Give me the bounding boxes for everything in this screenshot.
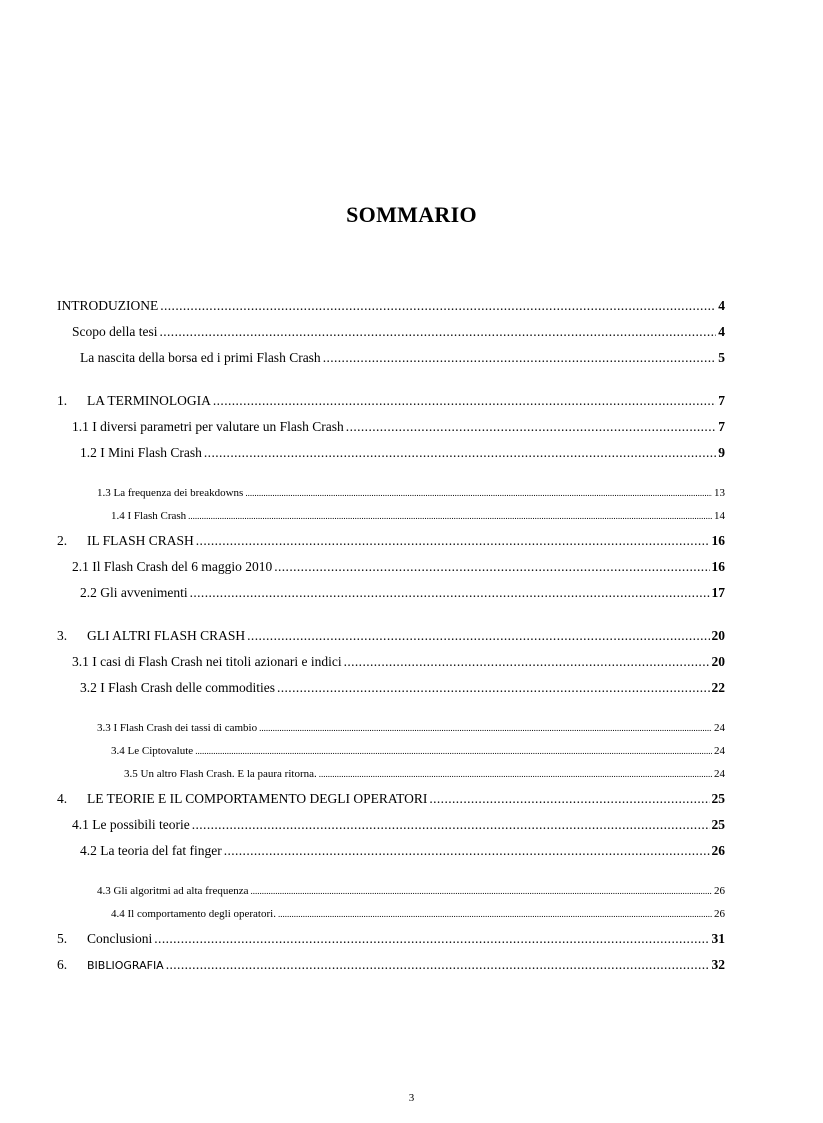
toc-number: 4. — [57, 791, 68, 806]
toc-page: 9 — [718, 445, 725, 460]
toc-label: 4.1 Le possibili teorie — [72, 817, 190, 832]
toc-leader — [323, 350, 717, 366]
toc-leader — [274, 559, 709, 575]
toc-entry-3-1[interactable] — [57, 654, 725, 672]
toc-number: 2. — [57, 533, 68, 548]
toc-leader — [277, 680, 710, 696]
toc-entry-chapter-5[interactable] — [57, 931, 725, 949]
toc-entry-chapter-1[interactable] — [57, 393, 725, 411]
toc-page: 24 — [714, 722, 725, 734]
toc-label: 1.2 I Mini Flash Crash — [80, 445, 202, 460]
toc-number: 6. — [57, 957, 68, 972]
toc-page: 25 — [711, 817, 725, 832]
toc-leader — [251, 885, 713, 897]
toc-entry-4-2[interactable] — [57, 843, 725, 861]
toc-entry-chapter-4[interactable] — [57, 791, 725, 809]
toc-page: 16 — [711, 559, 725, 574]
toc-page: 13 — [714, 487, 725, 499]
toc-page: 5 — [718, 350, 725, 365]
toc-entry-chapter-3[interactable] — [57, 628, 725, 646]
toc-page: 22 — [711, 680, 725, 695]
toc-entry-introduzione[interactable] — [57, 298, 725, 316]
toc-leader — [319, 768, 712, 780]
toc-page: 24 — [714, 745, 725, 757]
toc-entry-3-4[interactable] — [57, 745, 725, 763]
toc-page: 26 — [714, 885, 725, 897]
toc-entry-chapter-2[interactable] — [57, 533, 725, 551]
toc-page: 26 — [711, 843, 725, 858]
toc-label: 4.2 La teoria del fat finger — [80, 843, 222, 858]
toc-label: LE TEORIE E IL COMPORTAMENTO DEGLI OPERATORI — [87, 791, 428, 806]
toc-leader — [159, 324, 716, 340]
toc-entry-4-3[interactable] — [57, 885, 725, 903]
toc-page: 17 — [711, 585, 725, 600]
toc-entry-1-2[interactable] — [57, 445, 725, 463]
toc-entry-1-1[interactable] — [57, 419, 725, 437]
toc-leader — [429, 791, 709, 807]
toc-entry-chapter-6[interactable] — [57, 957, 725, 975]
toc-entry-1-3[interactable] — [57, 487, 725, 505]
toc-page: 20 — [711, 654, 725, 669]
toc-leader — [259, 722, 712, 734]
toc-page: 24 — [714, 768, 725, 780]
toc-label: BIBLIOGRAFIA — [87, 959, 164, 972]
toc-page: 25 — [711, 791, 725, 806]
toc-page: 26 — [714, 908, 725, 920]
toc-label: IL FLASH CRASH — [87, 533, 194, 548]
toc-label: 1.1 I diversi parametri per valutare un Flash Crash — [72, 419, 344, 434]
toc-leader — [160, 298, 716, 314]
toc-leader — [166, 957, 710, 973]
toc-label: 3.5 Un altro Flash Crash. E la paura ritorna. — [124, 768, 317, 780]
toc-number: 3. — [57, 628, 68, 643]
toc-label: 3.2 I Flash Crash delle commodities — [80, 680, 275, 695]
toc-entry-2-1[interactable] — [57, 559, 725, 577]
toc-label: La nascita della borsa ed i primi Flash Crash — [80, 350, 321, 365]
toc-label: GLI ALTRI FLASH CRASH — [87, 628, 246, 643]
toc-page: 20 — [711, 628, 725, 643]
toc-entry-3-2[interactable] — [57, 680, 725, 698]
page-title: SOMMARIO — [346, 202, 477, 227]
toc-leader — [245, 487, 712, 499]
toc-leader — [195, 745, 712, 757]
toc-label: 1.3 La frequenza dei breakdowns — [97, 487, 244, 499]
toc-entry-4-1[interactable] — [57, 817, 725, 835]
toc-label: 1.4 I Flash Crash — [111, 510, 187, 522]
toc-page: 16 — [711, 533, 725, 548]
toc-label: INTRODUZIONE — [57, 298, 159, 313]
toc-label: 3.4 Le Ciptovalute — [111, 745, 194, 757]
toc-page: 32 — [711, 957, 725, 972]
toc-entry-3-5[interactable] — [57, 768, 725, 786]
toc-page: 31 — [711, 931, 725, 946]
toc-label: 2.2 Gli avvenimenti — [80, 585, 188, 600]
toc-leader — [188, 510, 712, 522]
toc-entry-3-3[interactable] — [57, 722, 725, 740]
page-number: 3 — [408, 1092, 415, 1104]
toc-leader — [224, 843, 710, 859]
toc-page: 4 — [718, 324, 725, 339]
toc-entry-4-4[interactable] — [57, 908, 725, 926]
toc-label: Scopo della tesi — [72, 324, 158, 339]
toc-entry-scopo[interactable] — [57, 324, 725, 342]
toc-leader — [154, 931, 709, 947]
toc-leader — [278, 908, 712, 920]
toc-leader — [346, 419, 716, 435]
toc-leader — [204, 445, 716, 461]
toc-label: Conclusioni — [87, 931, 153, 946]
toc-entry-2-2[interactable] — [57, 585, 725, 603]
toc-leader — [247, 628, 709, 644]
toc-page: 7 — [718, 393, 725, 408]
toc-entry-nascita[interactable] — [57, 350, 725, 368]
toc-leader — [196, 533, 710, 549]
toc-entry-1-4[interactable] — [57, 510, 725, 528]
toc-label: 2.1 Il Flash Crash del 6 maggio 2010 — [72, 559, 273, 574]
toc-leader — [213, 393, 716, 409]
toc-label: LA TERMINOLOGIA — [87, 393, 211, 408]
toc-leader — [192, 817, 710, 833]
toc-label: 4.3 Gli algoritmi ad alta frequenza — [97, 885, 249, 897]
toc-label: 3.3 I Flash Crash dei tassi di cambio — [97, 722, 258, 734]
toc-page: 4 — [718, 298, 725, 313]
toc-page: 14 — [714, 510, 725, 522]
toc-label: 4.4 Il comportamento degli operatori. — [111, 908, 276, 920]
toc-label: 3.1 I casi di Flash Crash nei titoli azionari e indici — [72, 654, 342, 669]
toc-number: 1. — [57, 393, 68, 408]
toc-page: 7 — [718, 419, 725, 434]
toc-number: 5. — [57, 931, 68, 946]
toc-leader — [190, 585, 710, 601]
toc-leader — [344, 654, 710, 670]
